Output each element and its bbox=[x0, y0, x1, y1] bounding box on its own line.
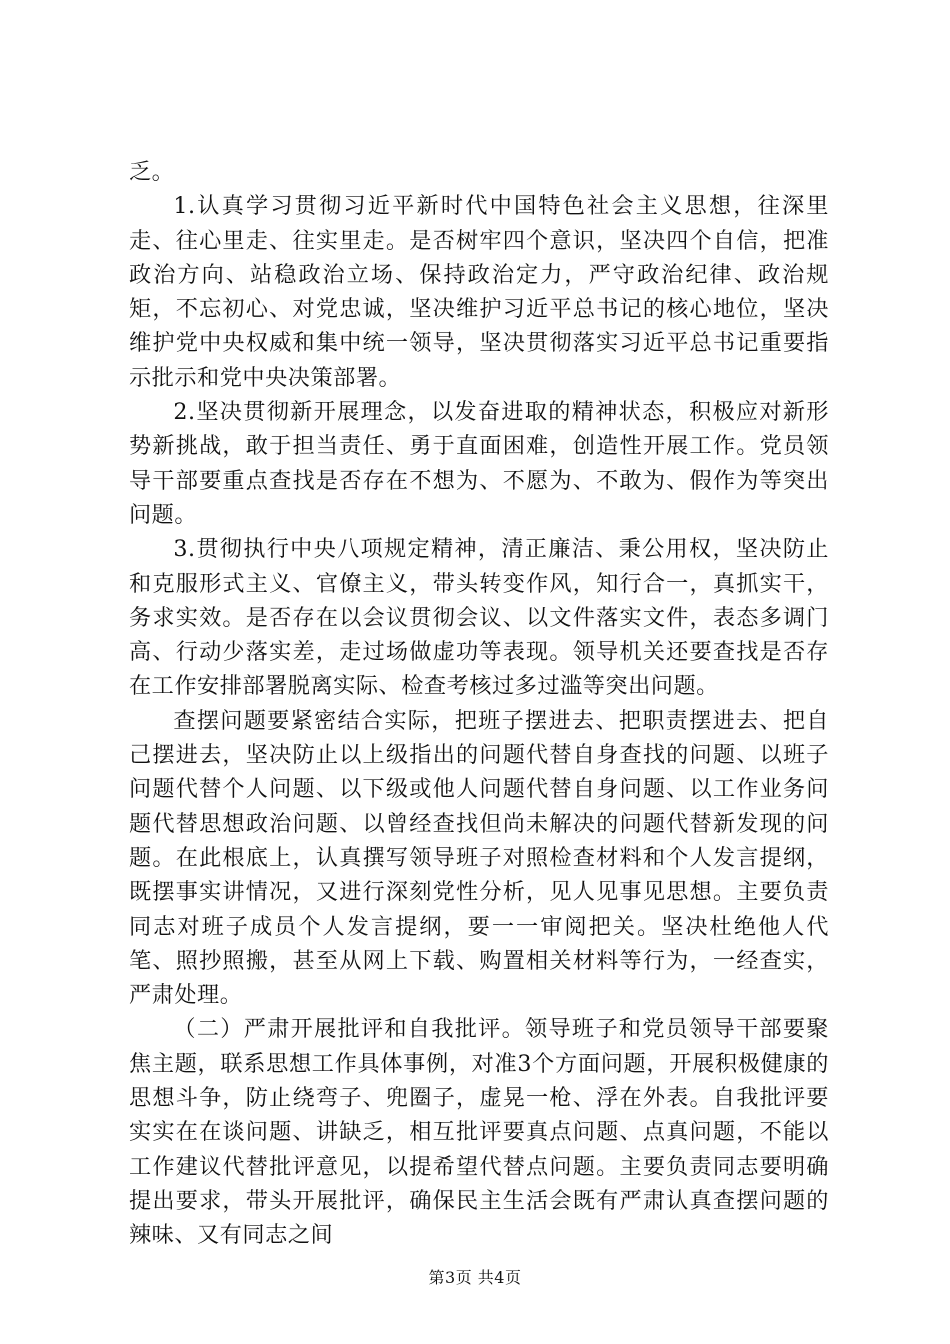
paragraph-continuation: 乏。 bbox=[129, 159, 175, 185]
paragraph-item-2: 2.坚决贯彻新开展理念，以发奋进取的精神状态，积极应对新形势新挑战，敢于担当责任、勇于直面困难，创造性开展工作。党员领导干部要重点查找是否存在不想为、不愿为、不敢为、假作为等突出问题。 bbox=[129, 399, 829, 528]
page-footer: 第3页 共4页 bbox=[428, 1268, 522, 1287]
paragraph-item-3: 3.贯彻执行中央八项规定精神，清正廉洁、秉公用权，坚决防止和克服形式主义、官僚主义，带头转变作风，知行合一，真抓实干，务求实效。是否存在以会议贯彻会议、以文件落实文件，表态多调门高、行动少落实差，走过场做虚功等表现。领导机关还要查找是否存在工作安排部署脱离实际、检查考核过多过滥等突出问题。 bbox=[129, 536, 829, 700]
document-body bbox=[129, 155, 829, 1253]
paragraph-problem-review: 查摆问题要紧密结合实际，把班子摆进去、把职责摆进去、把自己摆进去，坚决防止以上级指出的问题代替自身查找的问题、以班子问题代替个人问题、以下级或他人问题代替自身问题、以工作业务问题代替思想政治问题、以曾经查找但尚未解决的问题代替新发现的问题。在此根底上，认真撰写领导班子对照检查材料和个人发言提纲，既摆事实讲情况，又进行深刻党性分析，见人见事见思想。主要负责同志对班子成员个人发言提纲，要一一审阅把关。坚决杜绝他人代笔、照抄照搬，甚至从网上下载、购置相关材料等行为，一经查实，严肃处理。 bbox=[129, 707, 829, 1009]
paragraph-item-1: 1.认真学习贯彻习近平新时代中国特色社会主义思想，往深里走、往心里走、往实里走。是否树牢四个意识，坚决四个自信，把准政治方向、站稳政治立场、保持政治定力，严守政治纪律、政治规矩，不忘初心、对党忠诚，坚决维护习近平总书记的核心地位，坚决维护党中央权威和集中统一领导，坚决贯彻落实习近平总书记重要指示批示和党中央决策部署。 bbox=[129, 193, 829, 391]
paragraph-section-2: （二）严肃开展批评和自我批评。领导班子和党员领导干部要聚焦主题，联系思想工作具体事例，对准3个方面问题，开展积极健康的思想斗争，防止绕弯子、兜圈子，虚晃一枪、浮在外表。自我批评要实实在在谈问题、讲缺乏，相互批评要真点问题、点真问题，不能以工作建议代替批评意见，以提希望代替点问题。主要负责同志要明确提出要求，带头开展批评，确保民主生活会既有严肃认真查摆问题的辣味、又有同志之间 bbox=[129, 1016, 829, 1249]
